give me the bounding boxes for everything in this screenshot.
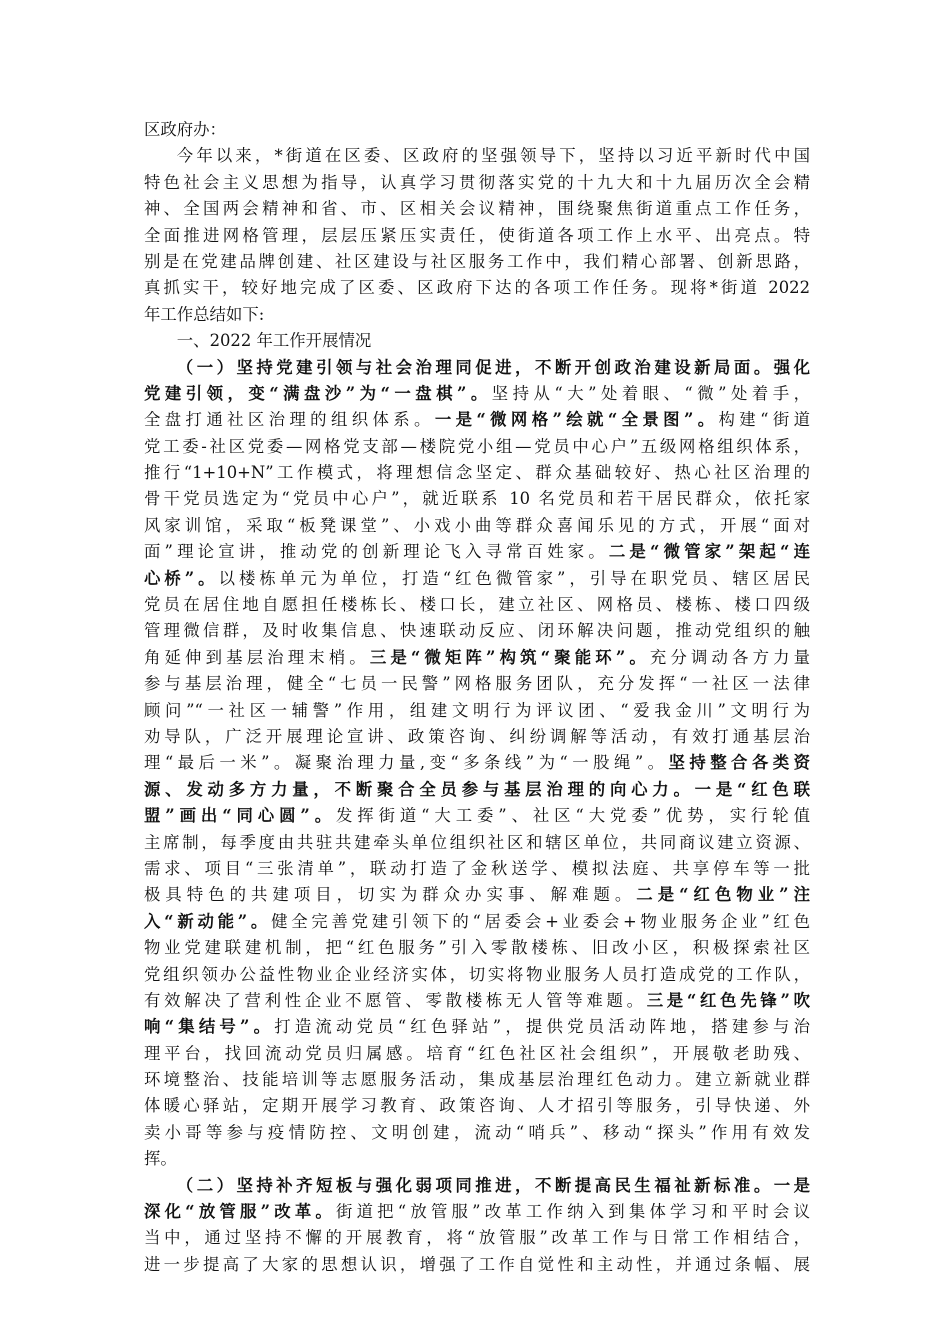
text-line	[144, 302, 810, 328]
text-segment: 区政府办：	[144, 120, 226, 139]
text-segment: 劝导队，广泛开展理论宣讲、政策咨询、纠纷调解等活动，有效打通基层治	[144, 726, 810, 746]
text-line	[144, 223, 810, 249]
text-line	[144, 143, 810, 169]
text-segment: 党组织领办公益性物业企业经济实体，切实将物业服务人员打造成党的工作队，	[144, 964, 810, 984]
text-segment: 极具特色的共建项目，切实为群众办实事、解难题。	[144, 885, 637, 905]
text-segment: 骨干党员选定为“党员中心户”，就近联系 10 名党员和若干居民群众，依托家	[144, 489, 810, 509]
text-segment: 街道把“放管服”改革工作纳入到集体学习和平时会议	[336, 1202, 810, 1222]
text-segment: 坚持从“大”处着眼、“微”处着手，	[491, 383, 810, 403]
text-segment: 推行“1+10+N”工作模式，将理想信念坚定、群众基础较好、热心社区治理的	[144, 463, 810, 483]
text-line	[144, 1093, 810, 1119]
text-segment: 充分调动各方力量	[649, 647, 811, 667]
text-line	[144, 830, 810, 856]
text-segment: 全盘打通社区治理的组织体系。	[144, 410, 435, 430]
text-segment: 面”理论宣讲，推动党的创新理论飞入寻常百姓家。	[144, 542, 609, 562]
text-line	[144, 856, 810, 882]
text-line	[144, 196, 810, 222]
text-line	[144, 566, 810, 592]
text-segment: 卖小哥等参与疫情防控、文明创建，流动“哨兵”、移动“探头”作用有效发	[144, 1122, 810, 1142]
text-segment: 别是在党建品牌创建、社区建设与社区服务工作中，我们精心部署、创新思路，	[144, 251, 810, 271]
text-segment: 有效解决了营利性企业不愿管、零散楼栋无人管等难题。	[144, 990, 647, 1010]
bold-text-segment: 二是“红色物业”注	[636, 885, 810, 905]
text-line	[144, 750, 810, 776]
text-segment: 当中，通过坚持不懈的开展教育，将“放管服”改革工作与日常工作相结合，	[144, 1228, 810, 1248]
text-segment: 以楼栋单元为单位，打造“红色微管家”，引导在职党员、辖区居民	[218, 568, 810, 588]
text-segment: 年工作总结如下:	[144, 304, 265, 324]
text-line	[144, 803, 810, 829]
text-line	[144, 381, 810, 407]
bold-text-segment: 深化“放管服”改革。	[144, 1202, 336, 1222]
text-line	[144, 671, 810, 697]
text-line	[144, 1225, 810, 1251]
text-segment: 参与基层治理，健全“七员一民警”网格服务团队，充分发挥“一社区一法律	[144, 674, 810, 694]
text-line	[144, 170, 810, 196]
text-line	[144, 962, 810, 988]
bold-text-segment: 坚持整合各类资	[668, 753, 810, 773]
text-line	[144, 539, 810, 565]
text-segment: 党工委-社区党委—网格党支部—楼院党小组—党员中心户”五级网格组织体系，	[144, 436, 810, 456]
text-segment: 真抓实干，较好地完成了区委、区政府下达的各项工作任务。现将*街道 2022	[144, 278, 810, 298]
text-segment: 需求、项目“三张清单”，联动打造了金秋送学、模拟法庭、共享停车等一批	[144, 858, 810, 878]
text-segment: 顾问”“一社区一辅警”作用，组建文明行为评议团、“爱我金川”文明行为	[144, 700, 810, 720]
bold-text-segment: 一是“微网格”绘就“全景图”。	[434, 410, 719, 430]
text-line	[144, 1199, 810, 1225]
text-segment: 构建“街道	[718, 410, 810, 430]
bold-text-segment: 心桥”。	[144, 568, 219, 588]
bold-text-segment: 二是“微管家”架起“连	[608, 542, 810, 562]
text-line	[144, 117, 810, 143]
bold-text-segment: （二）坚持补齐短板与强化弱项同推进，不断提高民生福祉新标准。一是	[176, 1175, 810, 1195]
text-line	[144, 1014, 810, 1040]
text-line	[144, 460, 810, 486]
text-line	[144, 698, 810, 724]
text-line	[144, 434, 810, 460]
bold-text-segment: 入“新动能”。	[144, 911, 272, 931]
text-segment: 今年以来，*街道在区委、区政府的坚强领导下，坚持以习近平新时代中国	[176, 146, 810, 166]
text-segment: 物业党建联建机制，把“红色服务”引入零散楼栋、旧改小区，积极探索社区	[144, 938, 810, 958]
text-line	[144, 592, 810, 618]
text-segment: 全面推进网格管理，层层压紧压实责任，使街道各项工作上水平、出亮点。特	[144, 225, 810, 245]
text-line	[144, 645, 810, 671]
text-line	[144, 724, 810, 750]
text-segment: 进一步提高了大家的思想认识，增强了工作自觉性和主动性，并通过条幅、展	[144, 1254, 810, 1274]
text-segment: 一、2022 年工作开展情况	[176, 331, 372, 351]
document-body	[144, 117, 810, 1278]
text-line	[144, 407, 810, 433]
text-line	[144, 1146, 810, 1172]
text-line	[144, 328, 810, 354]
text-segment: 体暖心驿站，定期开展学习教育、政策咨询、人才招引等服务，引导快递、外	[144, 1096, 810, 1116]
text-segment: 特色社会主义思想为指导，认真学习贯彻落实党的十九大和十九届历次全会精	[144, 172, 810, 192]
text-line	[144, 1173, 810, 1199]
text-line	[144, 909, 810, 935]
bold-text-segment: 源、发动多方力量，不断聚合全员参与基层治理的向心力。一是“红色联	[144, 779, 810, 799]
text-segment: 健全完善党建引领下的“居委会+业委会+物业服务企业”红色	[271, 911, 810, 931]
text-line	[144, 988, 810, 1014]
text-line	[144, 1252, 810, 1278]
text-line	[144, 882, 810, 908]
text-line	[144, 513, 810, 539]
text-line	[144, 1041, 810, 1067]
bold-text-segment: 盟”画出“同心圆”。	[144, 806, 336, 826]
bold-text-segment: （一）坚持党建引领与社会治理同促进，不断开创政治建设新局面。强化	[176, 357, 810, 377]
text-segment: 管理微信群，及时收集信息、快速联动反应、闭环解决问题，推动党组织的触	[144, 621, 810, 641]
text-segment: 挥。	[144, 1149, 177, 1169]
text-segment: 党员在居住地自愿担任楼栋长、楼口长，建立社区、网格员、楼栋、楼口四级	[144, 595, 810, 615]
text-line	[144, 777, 810, 803]
text-segment: 主席制，每季度由共驻共建牵头单位组织社区和辖区单位，共同商议建立资源、	[144, 832, 810, 852]
text-segment: 风家训馆，采取“板凳课堂”、小戏小曲等群众喜闻乐见的方式，开展“面对	[144, 515, 810, 535]
text-segment: 发挥街道“大工委”、社区“大党委”优势，实行轮值	[336, 806, 810, 826]
bold-text-segment: 响“集结号”。	[144, 1017, 275, 1037]
text-segment: 打造流动党员“红色驿站”，提供党员活动阵地，搭建参与治	[274, 1017, 811, 1037]
bold-text-segment: 党建引领，变“满盘沙”为“一盘棋”。	[144, 383, 492, 403]
text-segment: 理平台，找回流动党员归属感。培育“红色社区社会组织”，开展敬老助残、	[144, 1043, 810, 1063]
text-line	[144, 275, 810, 301]
bold-text-segment: 三是“红色先锋”吹	[646, 990, 811, 1010]
text-line	[144, 486, 810, 512]
text-line	[144, 1067, 810, 1093]
text-segment: 角延伸到基层治理末梢。	[144, 647, 370, 667]
text-segment: 神、全国两会精神和省、市、区相关会议精神，围绕聚焦街道重点工作任务，	[144, 199, 810, 219]
text-line	[144, 1120, 810, 1146]
text-segment: 理“最后一米”。凝聚治理力量,变“多条线”为“一股绳”。	[144, 753, 669, 773]
text-line	[144, 618, 810, 644]
text-line	[144, 249, 810, 275]
bold-text-segment: 三是“微矩阵”构筑“聚能环”。	[369, 647, 650, 667]
text-segment: 环境整治、技能培训等志愿服务活动，集成基层治理红色动力。建立新就业群	[144, 1070, 810, 1090]
text-line	[144, 355, 810, 381]
text-line	[144, 935, 810, 961]
